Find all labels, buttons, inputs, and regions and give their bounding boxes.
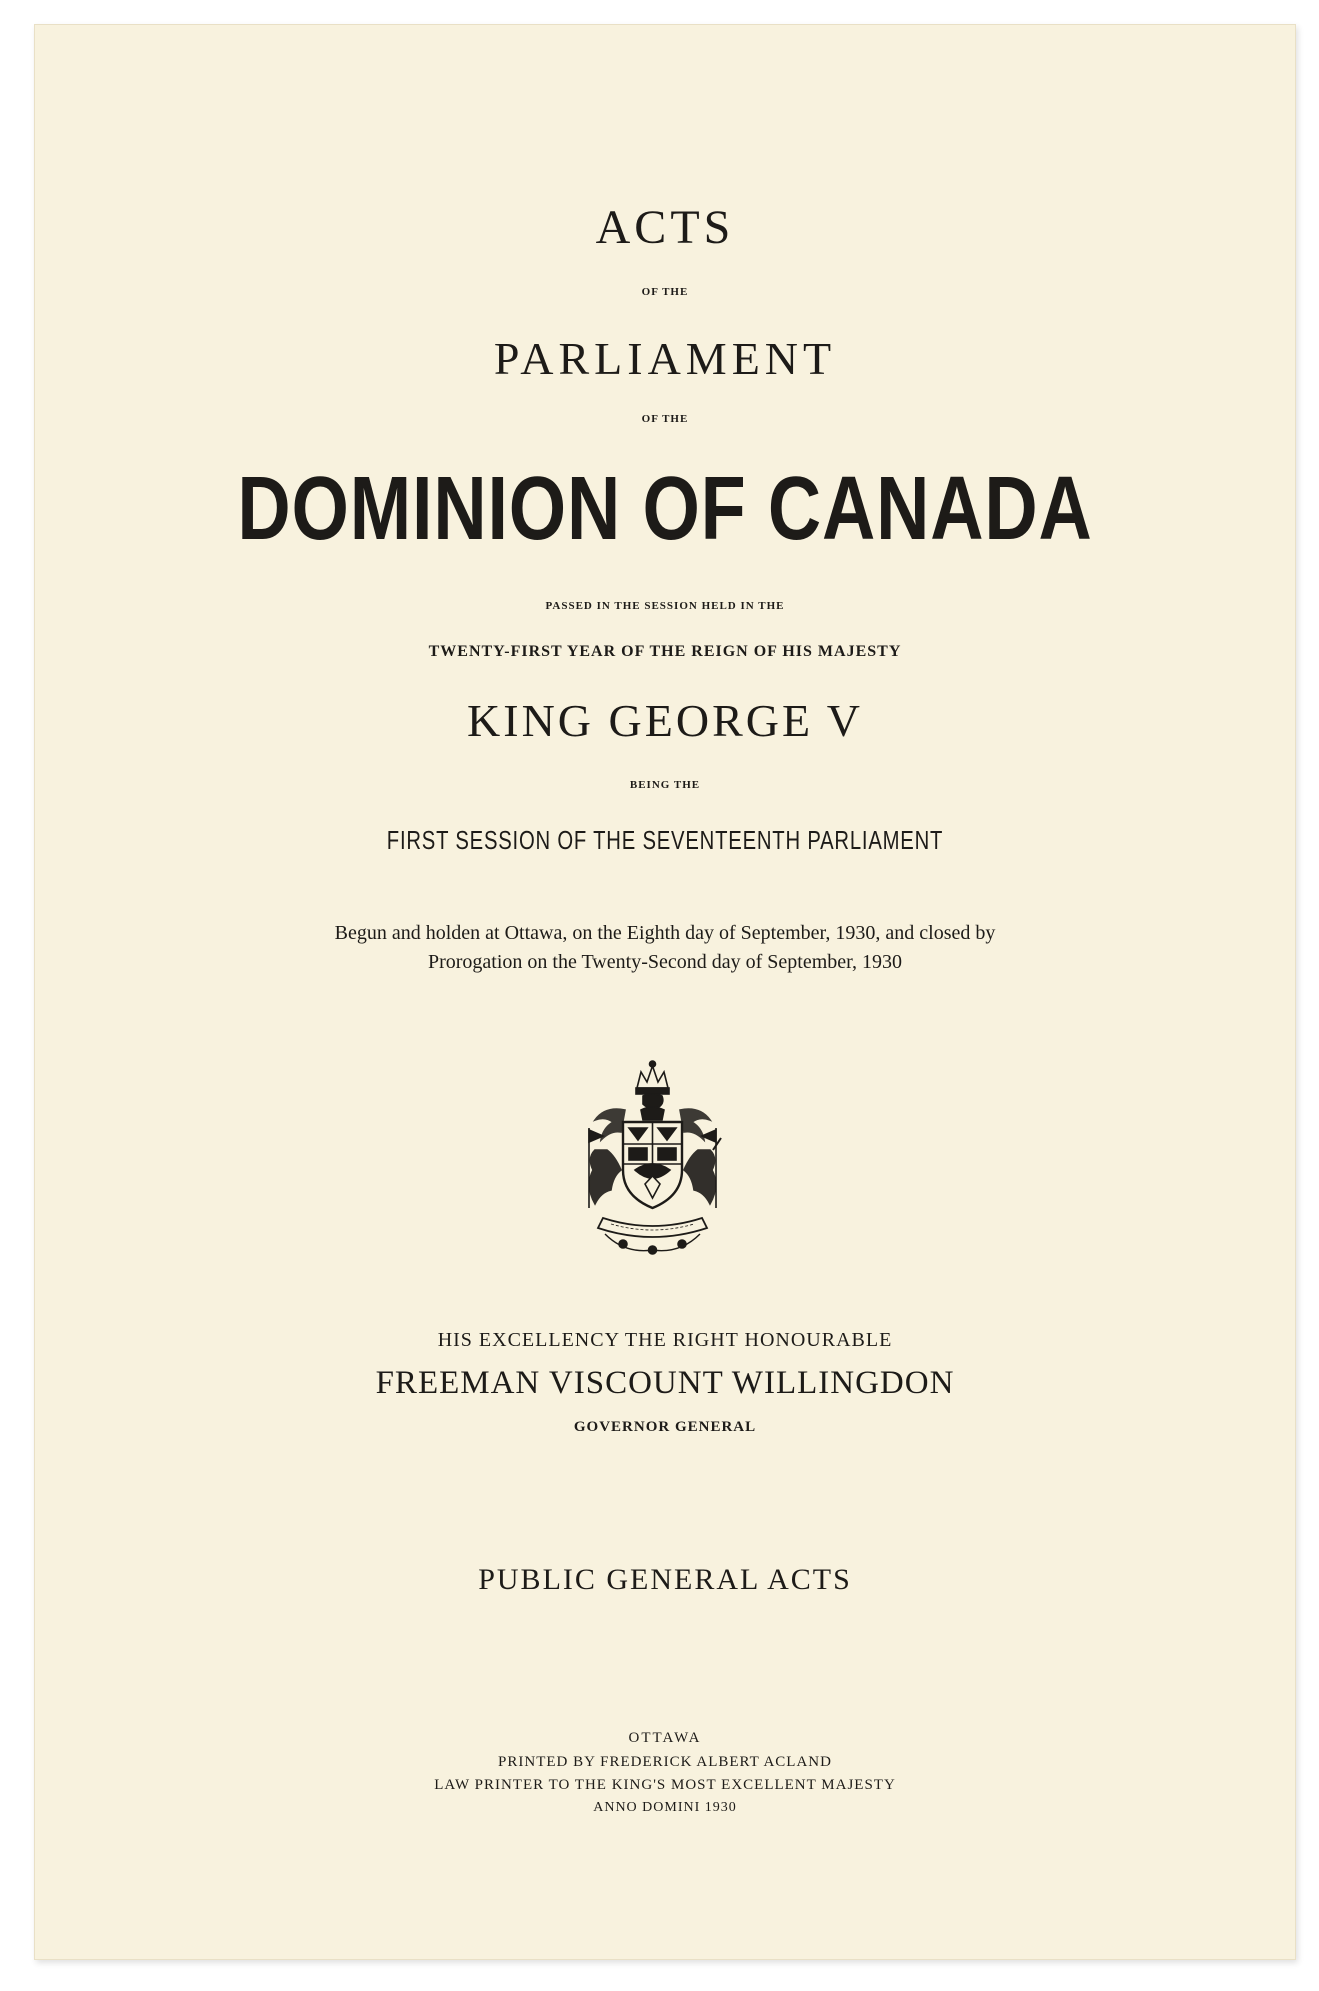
parliament-heading: PARLIAMENT (493, 333, 837, 384)
governor-honorific: HIS EXCELLENCY THE RIGHT HONOURABLE (437, 1329, 893, 1351)
imprint-printer: PRINTED BY FREDERICK ALBERT ACLAND (498, 1754, 832, 1770)
acts-heading: ACTS (595, 201, 735, 254)
king-heading: KING GEORGE V (467, 695, 863, 746)
imprint-year: ANNO DOMINI 1930 (593, 1800, 737, 1815)
reign-year-line: TWENTY-FIRST YEAR OF THE REIGN OF HIS MAJESTY (428, 643, 902, 660)
of-the-label: OF THE (641, 413, 689, 425)
passed-label: PASSED IN THE SESSION HELD IN THE (545, 600, 785, 612)
title-page (34, 24, 1296, 1960)
session-heading: FIRST SESSION OF THE SEVENTEENTH PARLIAMENT (386, 825, 944, 855)
session-dates-line-2: Prorogation on the Twenty-Second day of September, 1930 (427, 951, 902, 973)
dominion-heading: DOMINION OF CANADA (237, 459, 1093, 559)
section-heading: PUBLIC GENERAL ACTS (478, 1563, 852, 1596)
governor-name: FREEMAN VISCOUNT WILLINGDON (375, 1365, 955, 1401)
session-dates-line-1: Begun and holden at Ottawa, on the Eighth day of September, 1930, and closed by (334, 922, 996, 944)
imprint-law-printer: LAW PRINTER TO THE KING'S MOST EXCELLENT MAJESTY (434, 1777, 896, 1793)
of-the-label: OF THE (641, 286, 689, 298)
being-the-label: BEING THE (629, 779, 701, 791)
coat-of-arms-icon (565, 1058, 740, 1258)
governor-title: GOVERNOR GENERAL (573, 1419, 757, 1435)
imprint-city: OTTAWA (628, 1730, 702, 1746)
